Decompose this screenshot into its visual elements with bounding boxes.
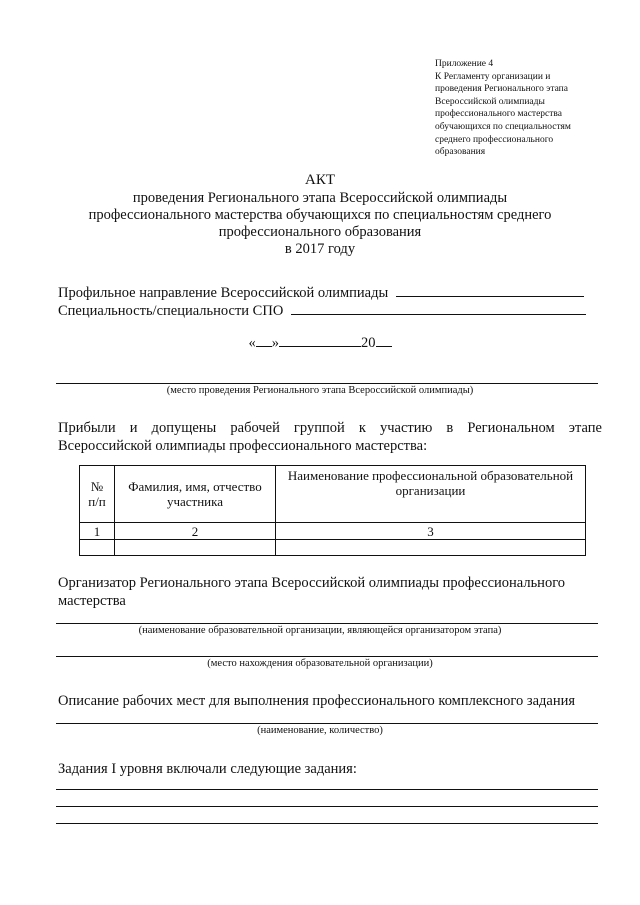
annex-line: обучающихся по специальностям [435, 121, 571, 132]
org-name-caption: (наименование образовательной организации, являющейся организатором этапа) [138, 625, 502, 636]
annex-line: среднего профессионального [435, 134, 554, 145]
tasks-input-line[interactable] [56, 789, 598, 790]
column-header-organization: Наименование профессиональной образовательной организации [276, 466, 586, 523]
organizer-paragraph: Организатор Регионального этапа Всероссийской олимпиады профессионального мастерства [58, 575, 566, 609]
venue-caption: (место проведения Регионального этапа Всероссийской олимпиады) [166, 385, 474, 396]
tasks-input-line[interactable] [56, 823, 598, 824]
org-location-input-line[interactable] [56, 656, 598, 657]
year-input-line[interactable] [376, 332, 392, 347]
column-number: 3 [276, 523, 586, 540]
column-number: 1 [80, 523, 115, 540]
profile-field-row [58, 282, 584, 302]
title-heading: АКТ [305, 172, 335, 188]
month-input-line[interactable] [279, 332, 361, 347]
annex-note [435, 58, 625, 159]
specialty-label: Специальность/специальности СПО [58, 303, 284, 319]
annex-line: Всероссийской олимпиады [435, 96, 545, 107]
title-year: в 2017 году [284, 241, 356, 257]
tasks-paragraph: Задания I уровня включали следующие задания: [58, 761, 357, 777]
table-column-numbers-row [80, 523, 586, 540]
title-line: профессионального образования [218, 224, 422, 240]
document-title [0, 172, 640, 258]
profile-input-line[interactable] [396, 282, 584, 297]
table-cell-empty[interactable] [115, 540, 276, 556]
table-row [80, 540, 586, 556]
tasks-input-line[interactable] [56, 806, 598, 807]
table-cell-empty[interactable] [80, 540, 115, 556]
column-header-name: Фамилия, имя, отчество участника [115, 466, 276, 523]
annex-line: профессионального мастерства [435, 109, 562, 120]
year-prefix: 20 [361, 335, 376, 351]
date-open-quote: « [248, 335, 256, 351]
annex-line: образования [435, 147, 486, 158]
specialty-field-row [58, 300, 586, 320]
title-line: профессионального мастерства обучающихся по специальностям среднего [88, 207, 552, 223]
participants-table [79, 465, 586, 556]
venue-input-line[interactable] [56, 383, 598, 384]
workplaces-paragraph: Описание рабочих мест для выполнения профессионального комплексного задания [58, 693, 576, 709]
annex-line: К Регламенту организации и [435, 71, 551, 82]
org-name-input-line[interactable] [56, 623, 598, 624]
specialty-input-line[interactable] [291, 300, 586, 315]
date-row [0, 332, 640, 352]
column-header-number: № п/п [80, 466, 115, 523]
date-close-quote: » [271, 335, 279, 351]
day-input-line[interactable] [256, 332, 272, 347]
title-line: проведения Регионального этапа Всероссийской олимпиады [132, 190, 508, 206]
arrived-paragraph: Прибыли и допущены рабочей группой к участию в Региональном этапе Всероссийской олимпиады профессионального мастерства: [58, 420, 602, 454]
workplaces-input-line[interactable] [56, 723, 598, 724]
profile-label: Профильное направление Всероссийской олимпиады [58, 285, 389, 301]
annex-line: проведения Регионального этапа [435, 84, 568, 95]
table-cell-empty[interactable] [276, 540, 586, 556]
table-header-row [80, 466, 586, 523]
workplaces-caption: (наименование, количество) [257, 725, 383, 736]
annex-line: Приложение 4 [435, 59, 494, 69]
org-location-caption: (место нахождения образовательной организации) [207, 658, 433, 669]
column-number: 2 [115, 523, 276, 540]
